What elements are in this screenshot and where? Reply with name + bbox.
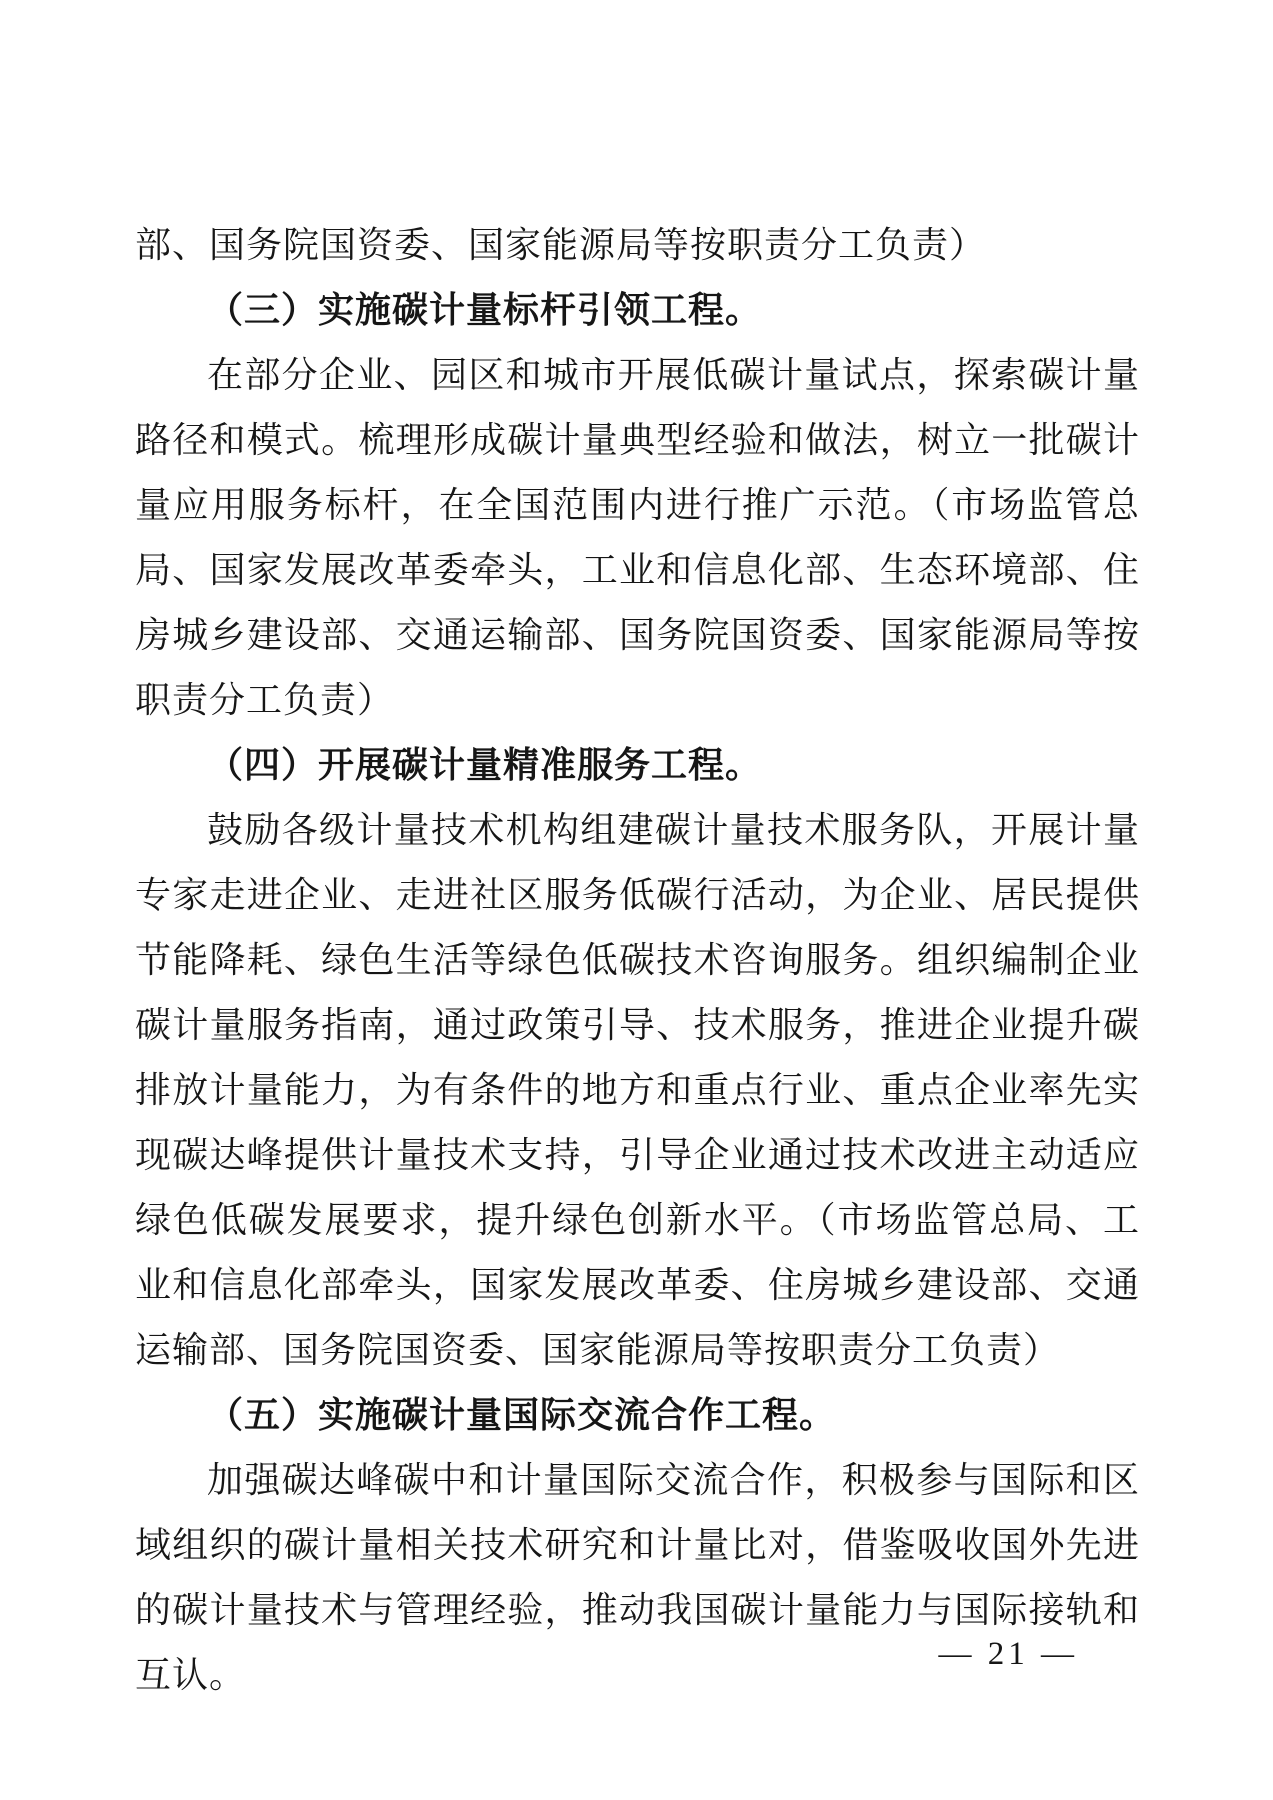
paragraph-continuation: 部、国务院国资委、国家能源局等按职责分工负责）	[135, 225, 987, 265]
page-number: — 21 —	[938, 1636, 1078, 1672]
section-heading-three: （三）实施碳计量标杆引领工程。	[207, 290, 763, 330]
paragraph-body-pilot-program: 在部分企业、园区和城市开展低碳计量试点，探索碳计量路径和模式。梳理形成碳计量典型经验和做法，树立一批碳计量应用服务标杆，在全国范围内进行推广示范。（市场监管总局、国家发展改革委牵头，工业和信息化部、生态环境部、住房城乡建设部、交通运输部、国务院国资委、国家能源局等按职责分工负责）	[135, 355, 1140, 720]
document-body	[135, 213, 1140, 1708]
section-heading-four: （四）开展碳计量精准服务工程。	[207, 745, 763, 785]
section-heading-five: （五）实施碳计量国际交流合作工程。	[207, 1395, 837, 1435]
paragraph-body-international-cooperation: 加强碳达峰碳中和计量国际交流合作，积极参与国际和区域组织的碳计量相关技术研究和计量比对，借鉴吸收国外先进的碳计量技术与管理经验，推动我国碳计量能力与国际接轨和互认。	[135, 1460, 1140, 1695]
paragraph-body-precision-service: 鼓励各级计量技术机构组建碳计量技术服务队，开展计量专家走进企业、走进社区服务低碳行活动，为企业、居民提供节能降耗、绿色生活等绿色低碳技术咨询服务。组织编制企业碳计量服务指南，通过政策引导、技术服务，推进企业提升碳排放计量能力，为有条件的地方和重点行业、重点企业率先实现碳达峰提供计量技术支持，引导企业通过技术改进主动适应绿色低碳发展要求，提升绿色创新水平。（市场监管总局、工业和信息化部牵头，国家发展改革委、住房城乡建设部、交通运输部、国务院国资委、国家能源局等按职责分工负责）	[135, 810, 1140, 1370]
